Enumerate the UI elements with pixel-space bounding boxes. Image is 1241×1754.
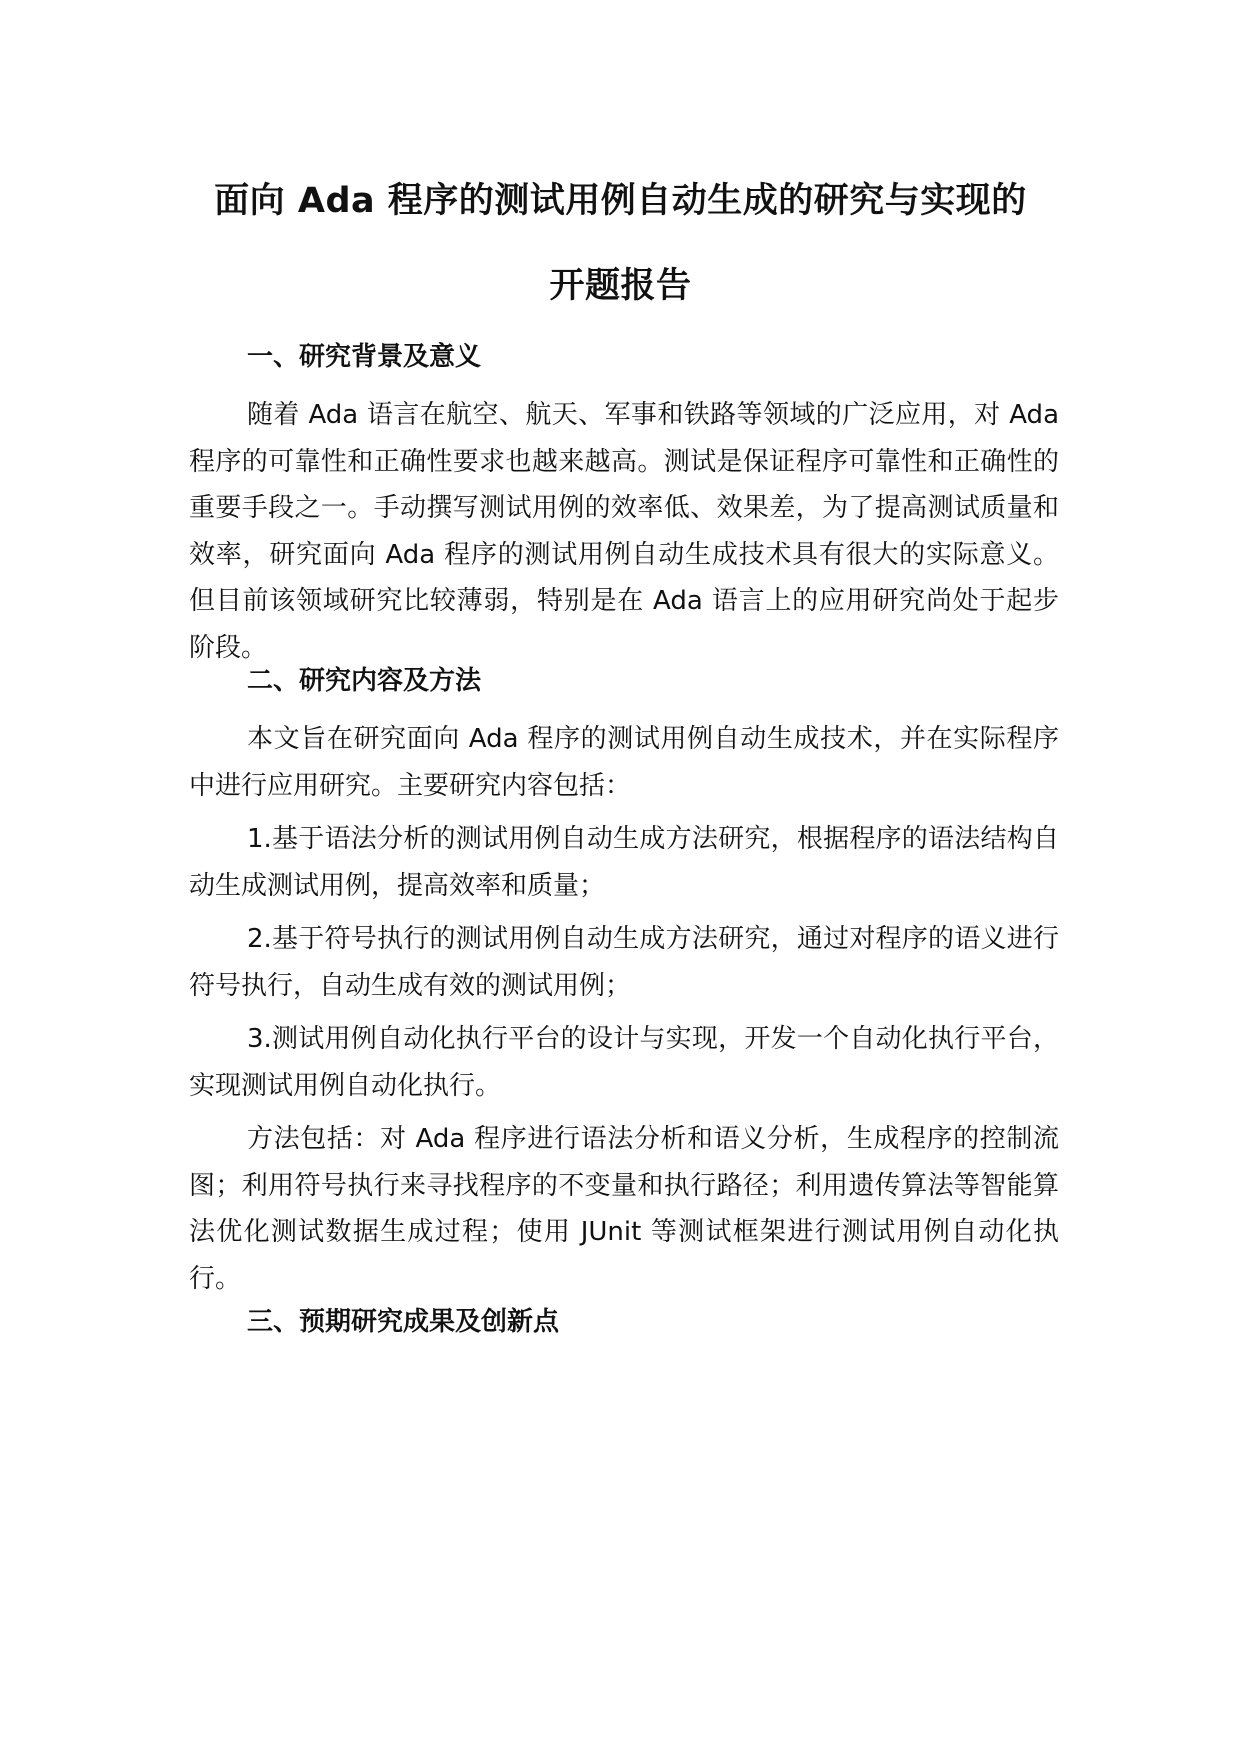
section-heading-content-method: 二、研究内容及方法 xyxy=(247,666,482,696)
document-title-line-2: 开题报告 xyxy=(549,266,692,306)
paragraph-content-item-1: 1.基于语法分析的测试用例自动生成方法研究，根据程序的语法结构自动生成测试用例，提高效率和质量； xyxy=(189,824,1059,901)
section-heading-background: 一、研究背景及意义 xyxy=(247,342,482,372)
paragraph-background: 随着 Ada 语言在航空、航天、军事和铁路等领域的广泛应用，对 Ada 程序的可靠性和正确性要求也越来越高。测试是保证程序可靠性和正确性的重要手段之一。手动撰写测试用例的效率低、效果差，为了提高测试质量和效率，研究面向 Ada 程序的测试用例自动生成技术具有很大的实际意义。但目前该领域研究比较薄弱，特别是在 Ada 语言上的应用研究尚处于起步阶段。 xyxy=(189,400,1059,663)
paragraph-methods: 方法包括：对 Ada 程序进行语法分析和语义分析，生成程序的控制流图；利用符号执行来寻找程序的不变量和执行路径；利用遗传算法等智能算法优化测试数据生成过程；使用 JUnit 等测试框架进行测试用例自动化执行。 xyxy=(189,1124,1059,1294)
paragraph-content-item-2: 2.基于符号执行的测试用例自动生成方法研究，通过对程序的语义进行符号执行，自动生成有效的测试用例； xyxy=(189,924,1059,1001)
paragraph-content-intro: 本文旨在研究面向 Ada 程序的测试用例自动生成技术，并在实际程序中进行应用研究。主要研究内容包括： xyxy=(189,724,1059,801)
paragraph-content-item-3: 3.测试用例自动化执行平台的设计与实现，开发一个自动化执行平台，实现测试用例自动化执行。 xyxy=(189,1024,1059,1101)
document-title-line-1: 面向 Ada 程序的测试用例自动生成的研究与实现的 xyxy=(214,181,1027,221)
section-heading-expected-results: 三、预期研究成果及创新点 xyxy=(247,1307,560,1337)
